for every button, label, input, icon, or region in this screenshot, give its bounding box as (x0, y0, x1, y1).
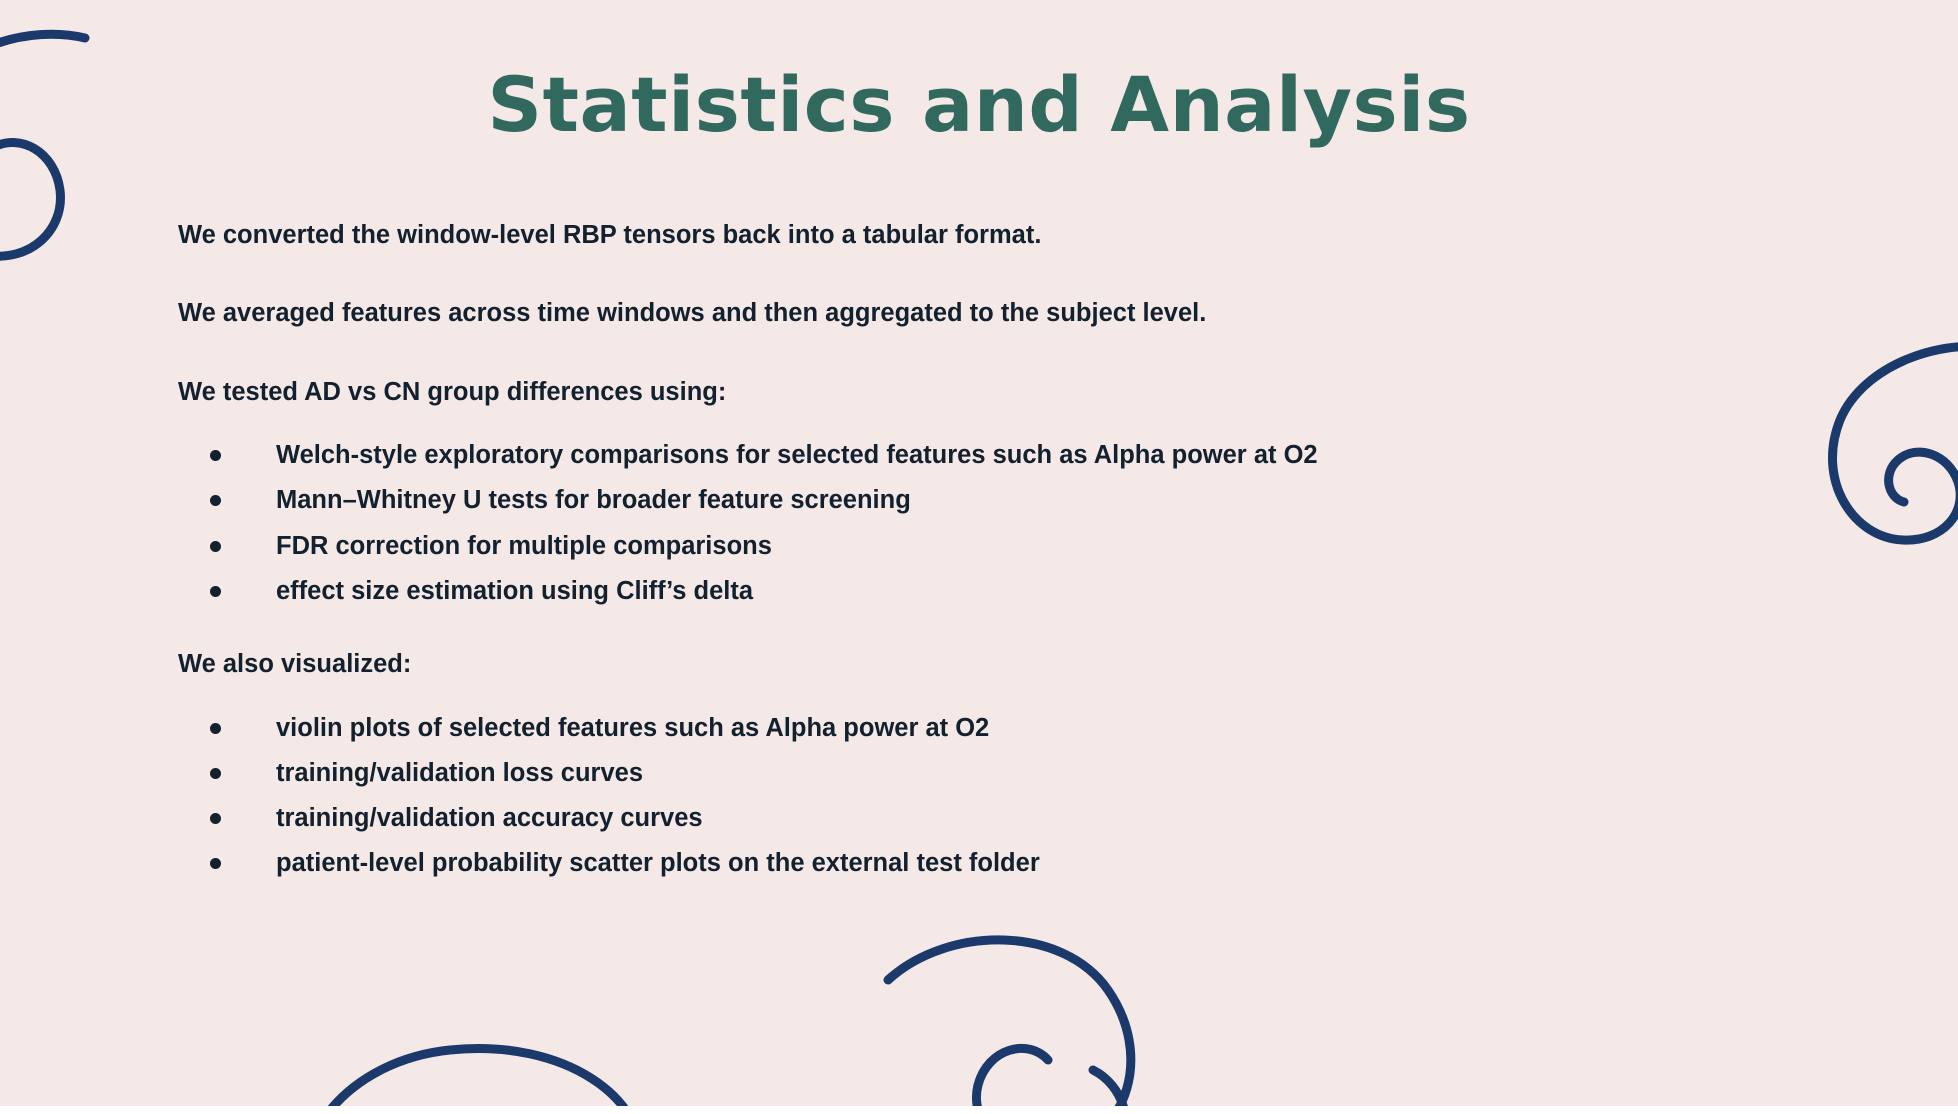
bullet-list-tests (178, 437, 1818, 609)
loop-decoration-bottom-left (290, 990, 750, 1114)
list-item (178, 710, 1818, 746)
bullet-dot-icon (210, 858, 221, 869)
slide-body (178, 218, 1818, 919)
list-item (178, 800, 1818, 836)
list-item-label: violin plots of selected features such as Alpha power at O2 (276, 713, 990, 742)
list-item-label: training/validation accuracy curves (276, 803, 703, 832)
bullet-dot-icon (210, 541, 221, 552)
page-title: Statistics and Analysis (487, 60, 1471, 149)
bullet-dot-icon (210, 813, 221, 824)
list-item (178, 573, 1818, 609)
bullet-dot-icon (210, 768, 221, 779)
loop-decoration-bottom-right (878, 920, 1198, 1114)
bullet-list-visualizations (178, 710, 1818, 882)
list-item-label: effect size estimation using Cliff’s delta (276, 576, 754, 605)
list-item (178, 755, 1818, 791)
list-item (178, 528, 1818, 564)
paragraph-1: We converted the window-level RBP tensors back into a tabular format. (178, 221, 1042, 249)
list-item-label: patient-level probability scatter plots on the external test folder (276, 849, 1040, 878)
list-item-label: Mann–Whitney U tests for broader feature screening (276, 486, 911, 515)
paragraph-4: We also visualized: (178, 650, 412, 679)
list-item-label: FDR correction for multiple comparisons (276, 531, 772, 560)
list-item (178, 845, 1818, 881)
slide-bottom-edge (0, 1106, 1958, 1114)
bullet-dot-icon (210, 723, 221, 734)
list-item (178, 482, 1818, 518)
bullet-dot-icon (210, 586, 221, 597)
bullet-dot-icon (210, 450, 221, 461)
list-item-label: training/validation loss curves (276, 758, 644, 787)
paragraph-2: We averaged features across time windows and then aggregated to the subject level. (178, 299, 1207, 328)
paragraph-3: We tested AD vs CN group differences using: (178, 377, 727, 406)
list-item-label: Welch-style exploratory comparisons for selected features such as Alpha power at O2 (276, 441, 1318, 470)
bullet-dot-icon (210, 495, 221, 506)
list-item (178, 437, 1818, 473)
